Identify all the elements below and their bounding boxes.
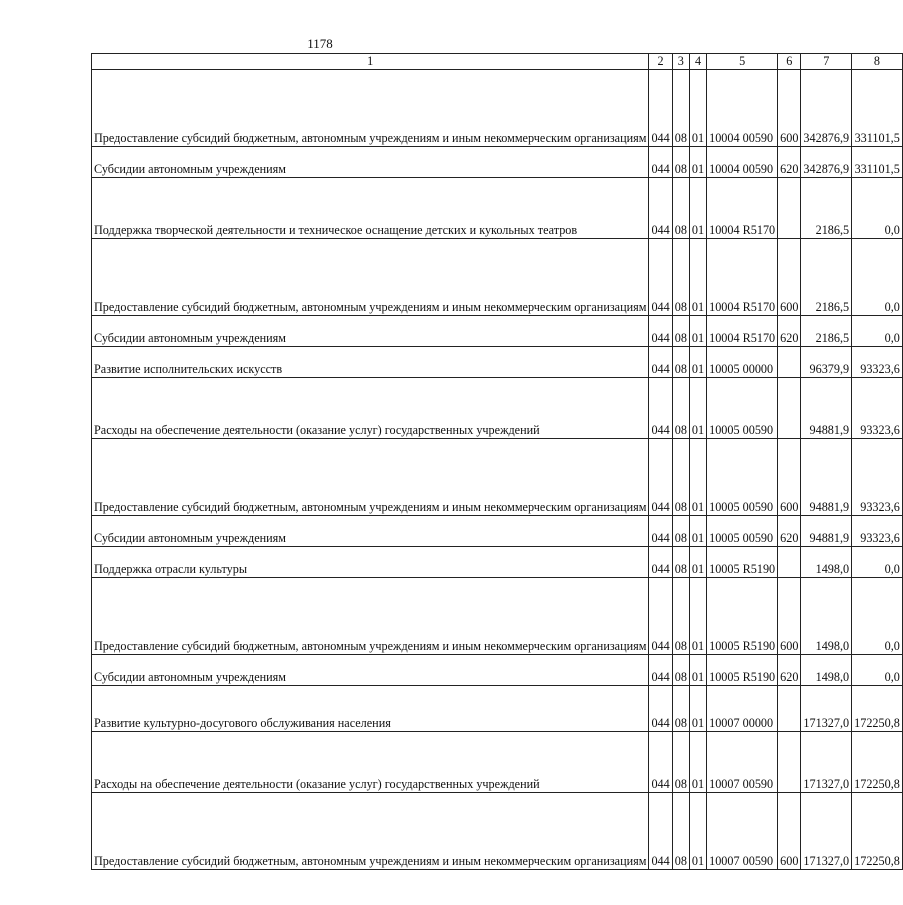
row-admin-code: 044 [649, 732, 672, 793]
row-amount-1: 96379,9 [801, 347, 852, 378]
row-expense-type [778, 547, 801, 578]
row-section-code: 08 [672, 378, 689, 439]
row-subsection-code: 01 [689, 686, 706, 732]
row-subsection-code: 01 [689, 239, 706, 316]
row-subsection-code: 01 [689, 793, 706, 870]
row-subsection-code: 01 [689, 347, 706, 378]
row-section-code: 08 [672, 239, 689, 316]
row-amount-2: 0,0 [852, 316, 903, 347]
table-row [92, 378, 903, 439]
row-section-code: 08 [672, 178, 689, 239]
table-row [92, 732, 903, 793]
row-section-code: 08 [672, 732, 689, 793]
row-expense-type: 620 [778, 655, 801, 686]
row-name: Предоставление субсидий бюджетным, автономным учреждениям и иным некоммерческим организациям [92, 793, 649, 870]
row-admin-code: 044 [649, 547, 672, 578]
row-expense-type [778, 686, 801, 732]
row-section-code: 08 [672, 793, 689, 870]
row-name: Предоставление субсидий бюджетным, автономным учреждениям и иным некоммерческим организациям [92, 239, 649, 316]
row-section-code: 08 [672, 147, 689, 178]
table-row [92, 578, 903, 655]
row-amount-1: 171327,0 [801, 686, 852, 732]
row-amount-1: 2186,5 [801, 316, 852, 347]
row-target-code: 10005 00590 [707, 516, 778, 547]
row-amount-1: 2186,5 [801, 239, 852, 316]
row-admin-code: 044 [649, 316, 672, 347]
row-name: Субсидии автономным учреждениям [92, 147, 649, 178]
row-subsection-code: 01 [689, 70, 706, 147]
column-header: 8 [852, 54, 903, 70]
row-expense-type [778, 378, 801, 439]
table-row [92, 347, 903, 378]
row-section-code: 08 [672, 347, 689, 378]
row-subsection-code: 01 [689, 439, 706, 516]
row-section-code: 08 [672, 578, 689, 655]
row-target-code: 10005 00000 [707, 347, 778, 378]
column-header: 1 [92, 54, 649, 70]
table-row [92, 70, 903, 147]
row-name: Предоставление субсидий бюджетным, автономным учреждениям и иным некоммерческим организациям [92, 439, 649, 516]
row-section-code: 08 [672, 655, 689, 686]
row-admin-code: 044 [649, 70, 672, 147]
row-admin-code: 044 [649, 178, 672, 239]
table-row [92, 655, 903, 686]
row-target-code: 10005 R5190 [707, 655, 778, 686]
row-subsection-code: 01 [689, 655, 706, 686]
page-number: 1178 [307, 36, 333, 51]
row-name: Поддержка отрасли культуры [92, 547, 649, 578]
row-name: Субсидии автономным учреждениям [92, 516, 649, 547]
row-target-code: 10004 R5170 [707, 239, 778, 316]
row-target-code: 10007 00000 [707, 686, 778, 732]
row-expense-type: 620 [778, 147, 801, 178]
row-admin-code: 044 [649, 347, 672, 378]
row-amount-2: 0,0 [852, 547, 903, 578]
row-expense-type: 620 [778, 316, 801, 347]
row-target-code: 10005 R5190 [707, 547, 778, 578]
row-admin-code: 044 [649, 439, 672, 516]
table-row [92, 239, 903, 316]
row-name: Поддержка творческой деятельности и техническое оснащение детских и кукольных театров [92, 178, 649, 239]
row-amount-1: 171327,0 [801, 793, 852, 870]
row-section-code: 08 [672, 547, 689, 578]
row-target-code: 10005 00590 [707, 378, 778, 439]
row-amount-1: 94881,9 [801, 439, 852, 516]
row-name: Субсидии автономным учреждениям [92, 655, 649, 686]
row-amount-2: 172250,8 [852, 732, 903, 793]
table-row [92, 516, 903, 547]
row-section-code: 08 [672, 686, 689, 732]
row-admin-code: 044 [649, 686, 672, 732]
row-amount-2: 93323,6 [852, 516, 903, 547]
row-section-code: 08 [672, 316, 689, 347]
table-row [92, 147, 903, 178]
row-amount-2: 172250,8 [852, 686, 903, 732]
row-amount-2: 93323,6 [852, 439, 903, 516]
row-amount-1: 1498,0 [801, 547, 852, 578]
column-header: 6 [778, 54, 801, 70]
row-amount-2: 0,0 [852, 578, 903, 655]
row-subsection-code: 01 [689, 147, 706, 178]
column-header: 5 [707, 54, 778, 70]
row-amount-1: 94881,9 [801, 378, 852, 439]
table-row [92, 439, 903, 516]
row-expense-type [778, 347, 801, 378]
table-row [92, 547, 903, 578]
table-row [92, 178, 903, 239]
row-amount-1: 342876,9 [801, 70, 852, 147]
row-subsection-code: 01 [689, 178, 706, 239]
row-amount-2: 0,0 [852, 239, 903, 316]
row-section-code: 08 [672, 439, 689, 516]
row-admin-code: 044 [649, 516, 672, 547]
row-amount-2: 172250,8 [852, 793, 903, 870]
column-number-row [92, 54, 903, 70]
row-target-code: 10005 R5190 [707, 578, 778, 655]
table-row [92, 686, 903, 732]
table-row [92, 793, 903, 870]
row-admin-code: 044 [649, 578, 672, 655]
row-admin-code: 044 [649, 147, 672, 178]
column-header: 3 [672, 54, 689, 70]
row-name: Субсидии автономным учреждениям [92, 316, 649, 347]
row-expense-type [778, 178, 801, 239]
row-amount-2: 0,0 [852, 655, 903, 686]
row-expense-type: 600 [778, 439, 801, 516]
row-amount-1: 1498,0 [801, 655, 852, 686]
row-admin-code: 044 [649, 378, 672, 439]
row-amount-2: 0,0 [852, 178, 903, 239]
row-subsection-code: 01 [689, 378, 706, 439]
row-admin-code: 044 [649, 239, 672, 316]
row-admin-code: 044 [649, 793, 672, 870]
column-header: 2 [649, 54, 672, 70]
row-amount-2: 93323,6 [852, 378, 903, 439]
row-expense-type [778, 732, 801, 793]
row-expense-type: 600 [778, 239, 801, 316]
row-name: Расходы на обеспечение деятельности (оказание услуг) государственных учреждений [92, 732, 649, 793]
row-target-code: 10004 R5170 [707, 316, 778, 347]
row-admin-code: 044 [649, 655, 672, 686]
row-target-code: 10007 00590 [707, 732, 778, 793]
row-amount-2: 93323,6 [852, 347, 903, 378]
row-name: Предоставление субсидий бюджетным, автономным учреждениям и иным некоммерческим организациям [92, 578, 649, 655]
row-name: Расходы на обеспечение деятельности (оказание услуг) государственных учреждений [92, 378, 649, 439]
row-name: Развитие культурно-досугового обслуживания населения [92, 686, 649, 732]
row-amount-1: 1498,0 [801, 578, 852, 655]
row-subsection-code: 01 [689, 578, 706, 655]
row-expense-type: 620 [778, 516, 801, 547]
row-section-code: 08 [672, 70, 689, 147]
row-amount-1: 171327,0 [801, 732, 852, 793]
row-target-code: 10004 R5170 [707, 178, 778, 239]
row-subsection-code: 01 [689, 732, 706, 793]
row-target-code: 10005 00590 [707, 439, 778, 516]
row-name: Предоставление субсидий бюджетным, автономным учреждениям и иным некоммерческим организациям [92, 70, 649, 147]
row-expense-type: 600 [778, 578, 801, 655]
column-header: 4 [689, 54, 706, 70]
row-subsection-code: 01 [689, 516, 706, 547]
row-subsection-code: 01 [689, 547, 706, 578]
table-row [92, 316, 903, 347]
row-amount-2: 331101,5 [852, 147, 903, 178]
row-amount-2: 331101,5 [852, 70, 903, 147]
row-amount-1: 94881,9 [801, 516, 852, 547]
row-amount-1: 342876,9 [801, 147, 852, 178]
row-expense-type: 600 [778, 70, 801, 147]
row-name: Развитие исполнительских искусств [92, 347, 649, 378]
row-target-code: 10004 00590 [707, 70, 778, 147]
budget-table [91, 53, 903, 870]
row-expense-type: 600 [778, 793, 801, 870]
row-target-code: 10007 00590 [707, 793, 778, 870]
column-header: 7 [801, 54, 852, 70]
row-section-code: 08 [672, 516, 689, 547]
row-target-code: 10004 00590 [707, 147, 778, 178]
row-subsection-code: 01 [689, 316, 706, 347]
row-amount-1: 2186,5 [801, 178, 852, 239]
